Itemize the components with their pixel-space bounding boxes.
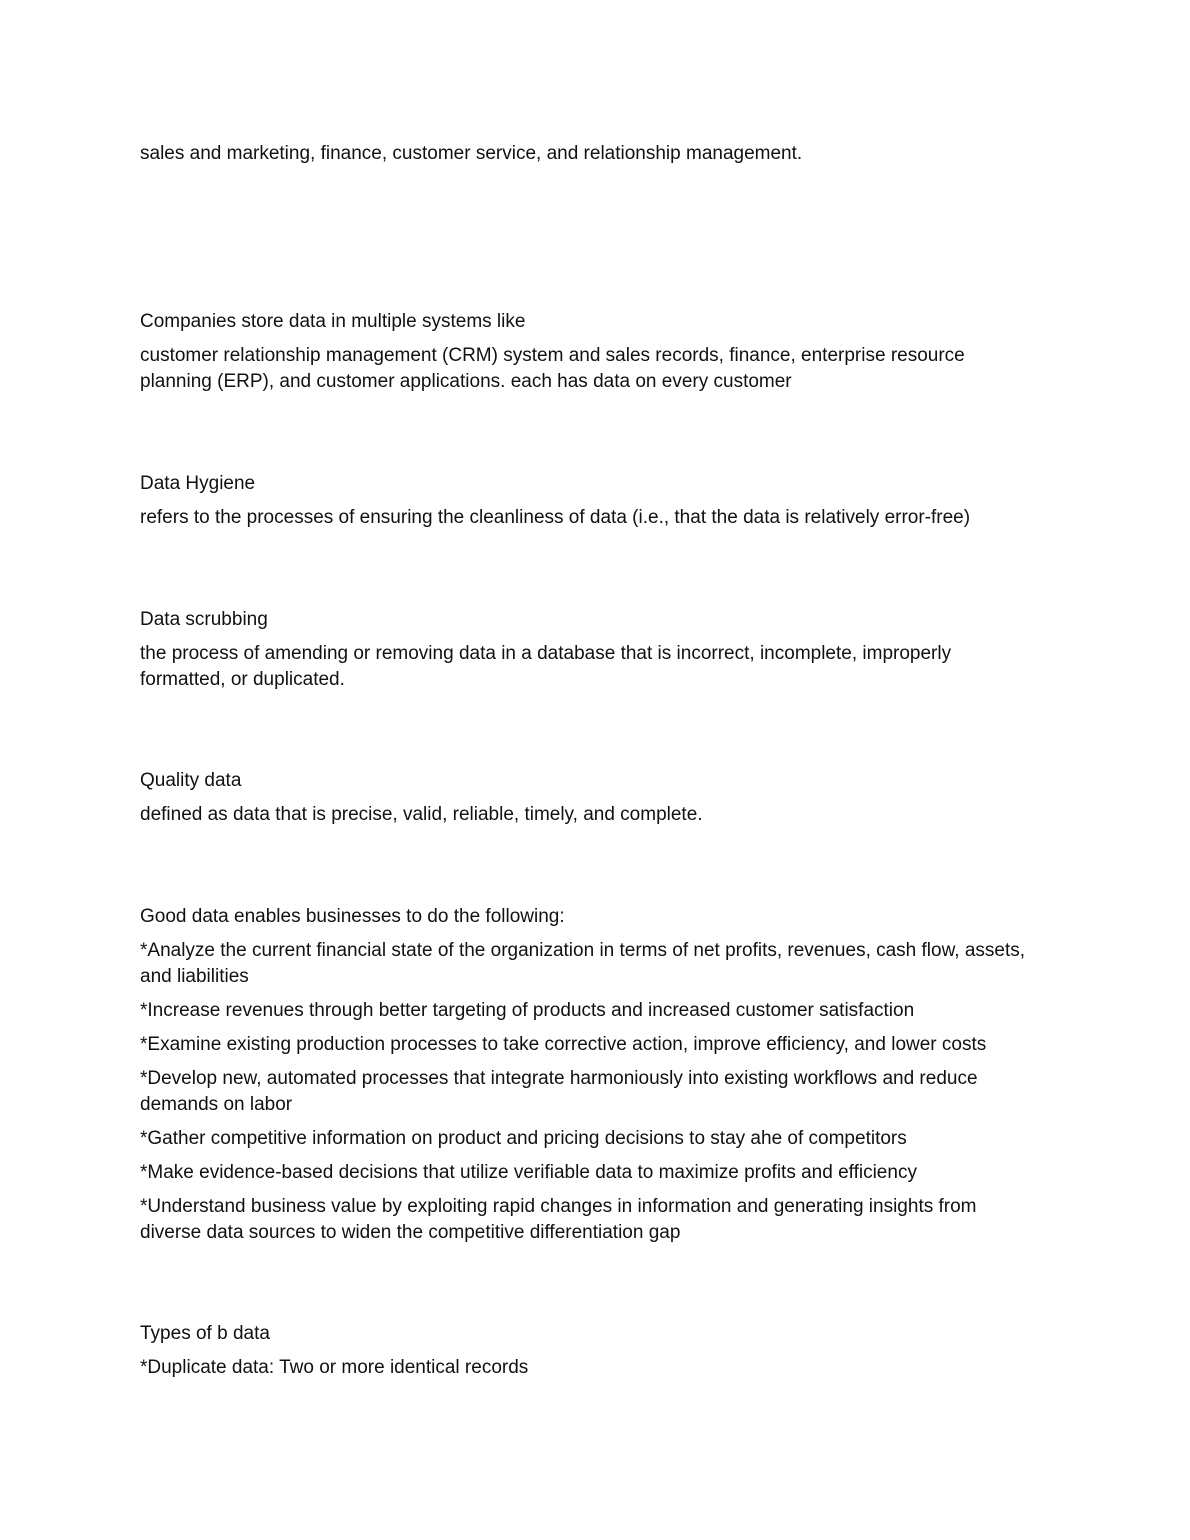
section-quality-data <box>140 768 1040 836</box>
list-item: *Make evidence-based decisions that utilize verifiable data to maximize profits and efficiency <box>140 1162 917 1183</box>
section-data-scrubbing <box>140 607 1040 701</box>
section-data-hygiene <box>140 471 1040 539</box>
section-heading: Types of b data <box>140 1323 270 1344</box>
list-item: *Gather competitive information on product and pricing decisions to stay ahe of competitors <box>140 1128 907 1149</box>
section-paragraph: customer relationship management (CRM) system and sales records, finance, enterprise resource planning (ERP), and customer applications. each has data on every customer <box>140 345 965 392</box>
section-types-of-data <box>140 1321 1040 1389</box>
section-good-data <box>140 904 1040 1254</box>
section-paragraph: refers to the processes of ensuring the cleanliness of data (i.e., that the data is relatively error-free) <box>140 507 971 528</box>
list-item: *Increase revenues through better targeting of products and increased customer satisfaction <box>140 1000 915 1021</box>
section-heading: Quality data <box>140 770 242 791</box>
section-heading: Data scrubbing <box>140 609 268 630</box>
section-paragraph: the process of amending or removing data in a database that is incorrect, incomplete, improperly formatted, or duplicated. <box>140 643 952 690</box>
list-item: *Duplicate data: Two or more identical records <box>140 1357 529 1378</box>
section-crm-systems <box>140 309 1040 403</box>
section-paragraph: defined as data that is precise, valid, reliable, timely, and complete. <box>140 804 703 825</box>
intro-text: sales and marketing, finance, customer service, and relationship management. <box>140 143 803 164</box>
intro-paragraph <box>140 141 1040 175</box>
section-heading: Data Hygiene <box>140 473 256 494</box>
list-item: *Develop new, automated processes that integrate harmoniously into existing workflows and reduce demands on labor <box>140 1068 978 1115</box>
section-heading: Companies store data in multiple systems like <box>140 311 526 332</box>
list-item: *Analyze the current financial state of the organization in terms of net profits, revenues, cash flow, assets, and liabilities <box>140 940 1026 987</box>
list-item: *Examine existing production processes to take corrective action, improve efficiency, and lower costs <box>140 1034 987 1055</box>
list-item: *Understand business value by exploiting rapid changes in information and generating insights from diverse data sources to widen the competitive differentiation gap <box>140 1196 977 1243</box>
section-heading: Good data enables businesses to do the following: <box>140 906 565 927</box>
